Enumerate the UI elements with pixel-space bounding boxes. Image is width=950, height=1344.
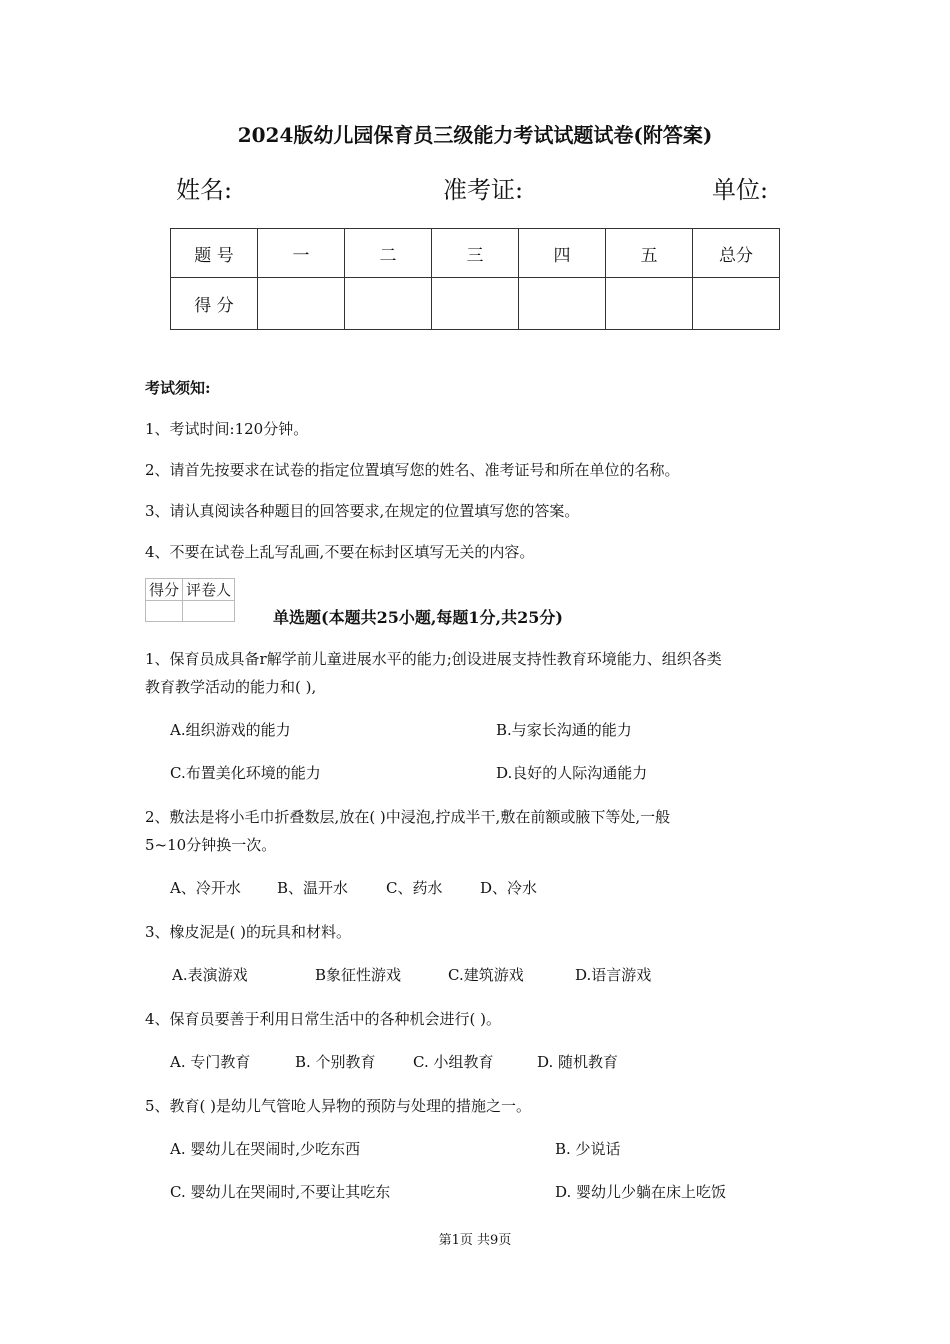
answer-option[interactable]: A、冷开水 xyxy=(170,879,241,897)
score-table-cell: 二 xyxy=(345,229,432,278)
answer-option[interactable]: B. 个别教育 xyxy=(295,1053,376,1071)
score-input-cell[interactable] xyxy=(345,278,432,330)
score-table-cell: 总分 xyxy=(693,229,780,278)
grader-table xyxy=(145,578,235,622)
score-table-cell: 四 xyxy=(519,229,606,278)
grader-reviewer-label: 评卷人 xyxy=(183,579,235,601)
exam-number-field-label: 准考证: xyxy=(443,176,524,204)
question-text: 2、敷法是将小毛巾折叠数层,放在( )中浸泡,拧成半干,敷在前额或腋下等处,一般 xyxy=(145,808,671,826)
score-input-cell[interactable] xyxy=(519,278,606,330)
answer-option[interactable]: D. 随机教育 xyxy=(537,1053,619,1071)
answer-option[interactable]: C、药水 xyxy=(386,879,443,897)
score-input-cell[interactable] xyxy=(432,278,519,330)
question-text: 5、教育( )是幼儿气管呛人异物的预防与处理的措施之一。 xyxy=(145,1097,532,1115)
answer-option[interactable]: C.布置美化环境的能力 xyxy=(170,764,321,782)
section-heading: 单选题(本题共25小题,每题1分,共25分) xyxy=(273,608,563,627)
score-table-cell: 题 号 xyxy=(171,229,258,278)
score-input-cell[interactable] xyxy=(693,278,780,330)
question-text: 1、保育员成具备r解学前儿童进展水平的能力;创设进展支持性教育环境能力、组织各类 xyxy=(145,650,722,668)
answer-option[interactable]: A.组织游戏的能力 xyxy=(170,721,291,739)
notice-heading: 考试须知: xyxy=(145,379,211,397)
unit-field-label: 单位: xyxy=(712,176,769,204)
score-input-cell[interactable] xyxy=(606,278,693,330)
page-footer: 第1页 共9页 xyxy=(438,1233,512,1248)
question-text: 4、保育员要善于利用日常生活中的各种机会进行( )。 xyxy=(145,1010,502,1028)
score-table-header-row xyxy=(171,229,780,278)
answer-option[interactable]: C.建筑游戏 xyxy=(448,966,524,984)
score-table-score-row xyxy=(171,278,780,330)
score-table-cell: 得 分 xyxy=(171,278,258,330)
score-table xyxy=(170,228,780,330)
answer-option[interactable]: B、温开水 xyxy=(277,879,349,897)
answer-option[interactable]: D.语言游戏 xyxy=(575,966,652,984)
notice-item: 4、不要在试卷上乱写乱画,不要在标封区填写无关的内容。 xyxy=(145,543,535,561)
score-table-cell: 一 xyxy=(258,229,345,278)
notice-item: 2、请首先按要求在试卷的指定位置填写您的姓名、准考证号和所在单位的名称。 xyxy=(145,461,680,479)
answer-option[interactable]: D. 婴幼儿少躺在床上吃饭 xyxy=(555,1183,727,1201)
question-text: 教育教学活动的能力和( ), xyxy=(145,678,317,696)
answer-option[interactable]: C. 婴幼儿在哭闹时,不要让其吃东 xyxy=(170,1183,391,1201)
score-table-cell: 三 xyxy=(432,229,519,278)
grader-reviewer-cell[interactable] xyxy=(183,601,235,622)
answer-option[interactable]: A.表演游戏 xyxy=(172,966,248,984)
question-text: 5~10分钟换一次。 xyxy=(145,836,277,854)
name-field-label: 姓名: xyxy=(176,176,233,204)
notice-item: 1、考试时间:120分钟。 xyxy=(145,420,309,438)
answer-option[interactable]: A. 婴幼儿在哭闹时,少吃东西 xyxy=(170,1140,361,1158)
answer-option[interactable]: B.与家长沟通的能力 xyxy=(496,721,632,739)
answer-option[interactable]: B. 少说话 xyxy=(555,1140,621,1158)
score-table-cell: 五 xyxy=(606,229,693,278)
answer-option[interactable]: D.良好的人际沟通能力 xyxy=(496,764,648,782)
answer-option[interactable]: B象征性游戏 xyxy=(315,966,402,984)
notice-item: 3、请认真阅读各种题目的回答要求,在规定的位置填写您的答案。 xyxy=(145,502,580,520)
grader-score-cell[interactable] xyxy=(146,601,183,622)
grader-score-label: 得分 xyxy=(146,579,183,601)
answer-option[interactable]: A. 专门教育 xyxy=(170,1053,251,1071)
answer-option[interactable]: D、冷水 xyxy=(480,879,538,897)
question-text: 3、橡皮泥是( )的玩具和材料。 xyxy=(145,923,352,941)
answer-option[interactable]: C. 小组教育 xyxy=(413,1053,494,1071)
document-title: 2024版幼儿园保育员三级能力考试试题试卷(附答案) xyxy=(237,123,713,147)
score-input-cell[interactable] xyxy=(258,278,345,330)
